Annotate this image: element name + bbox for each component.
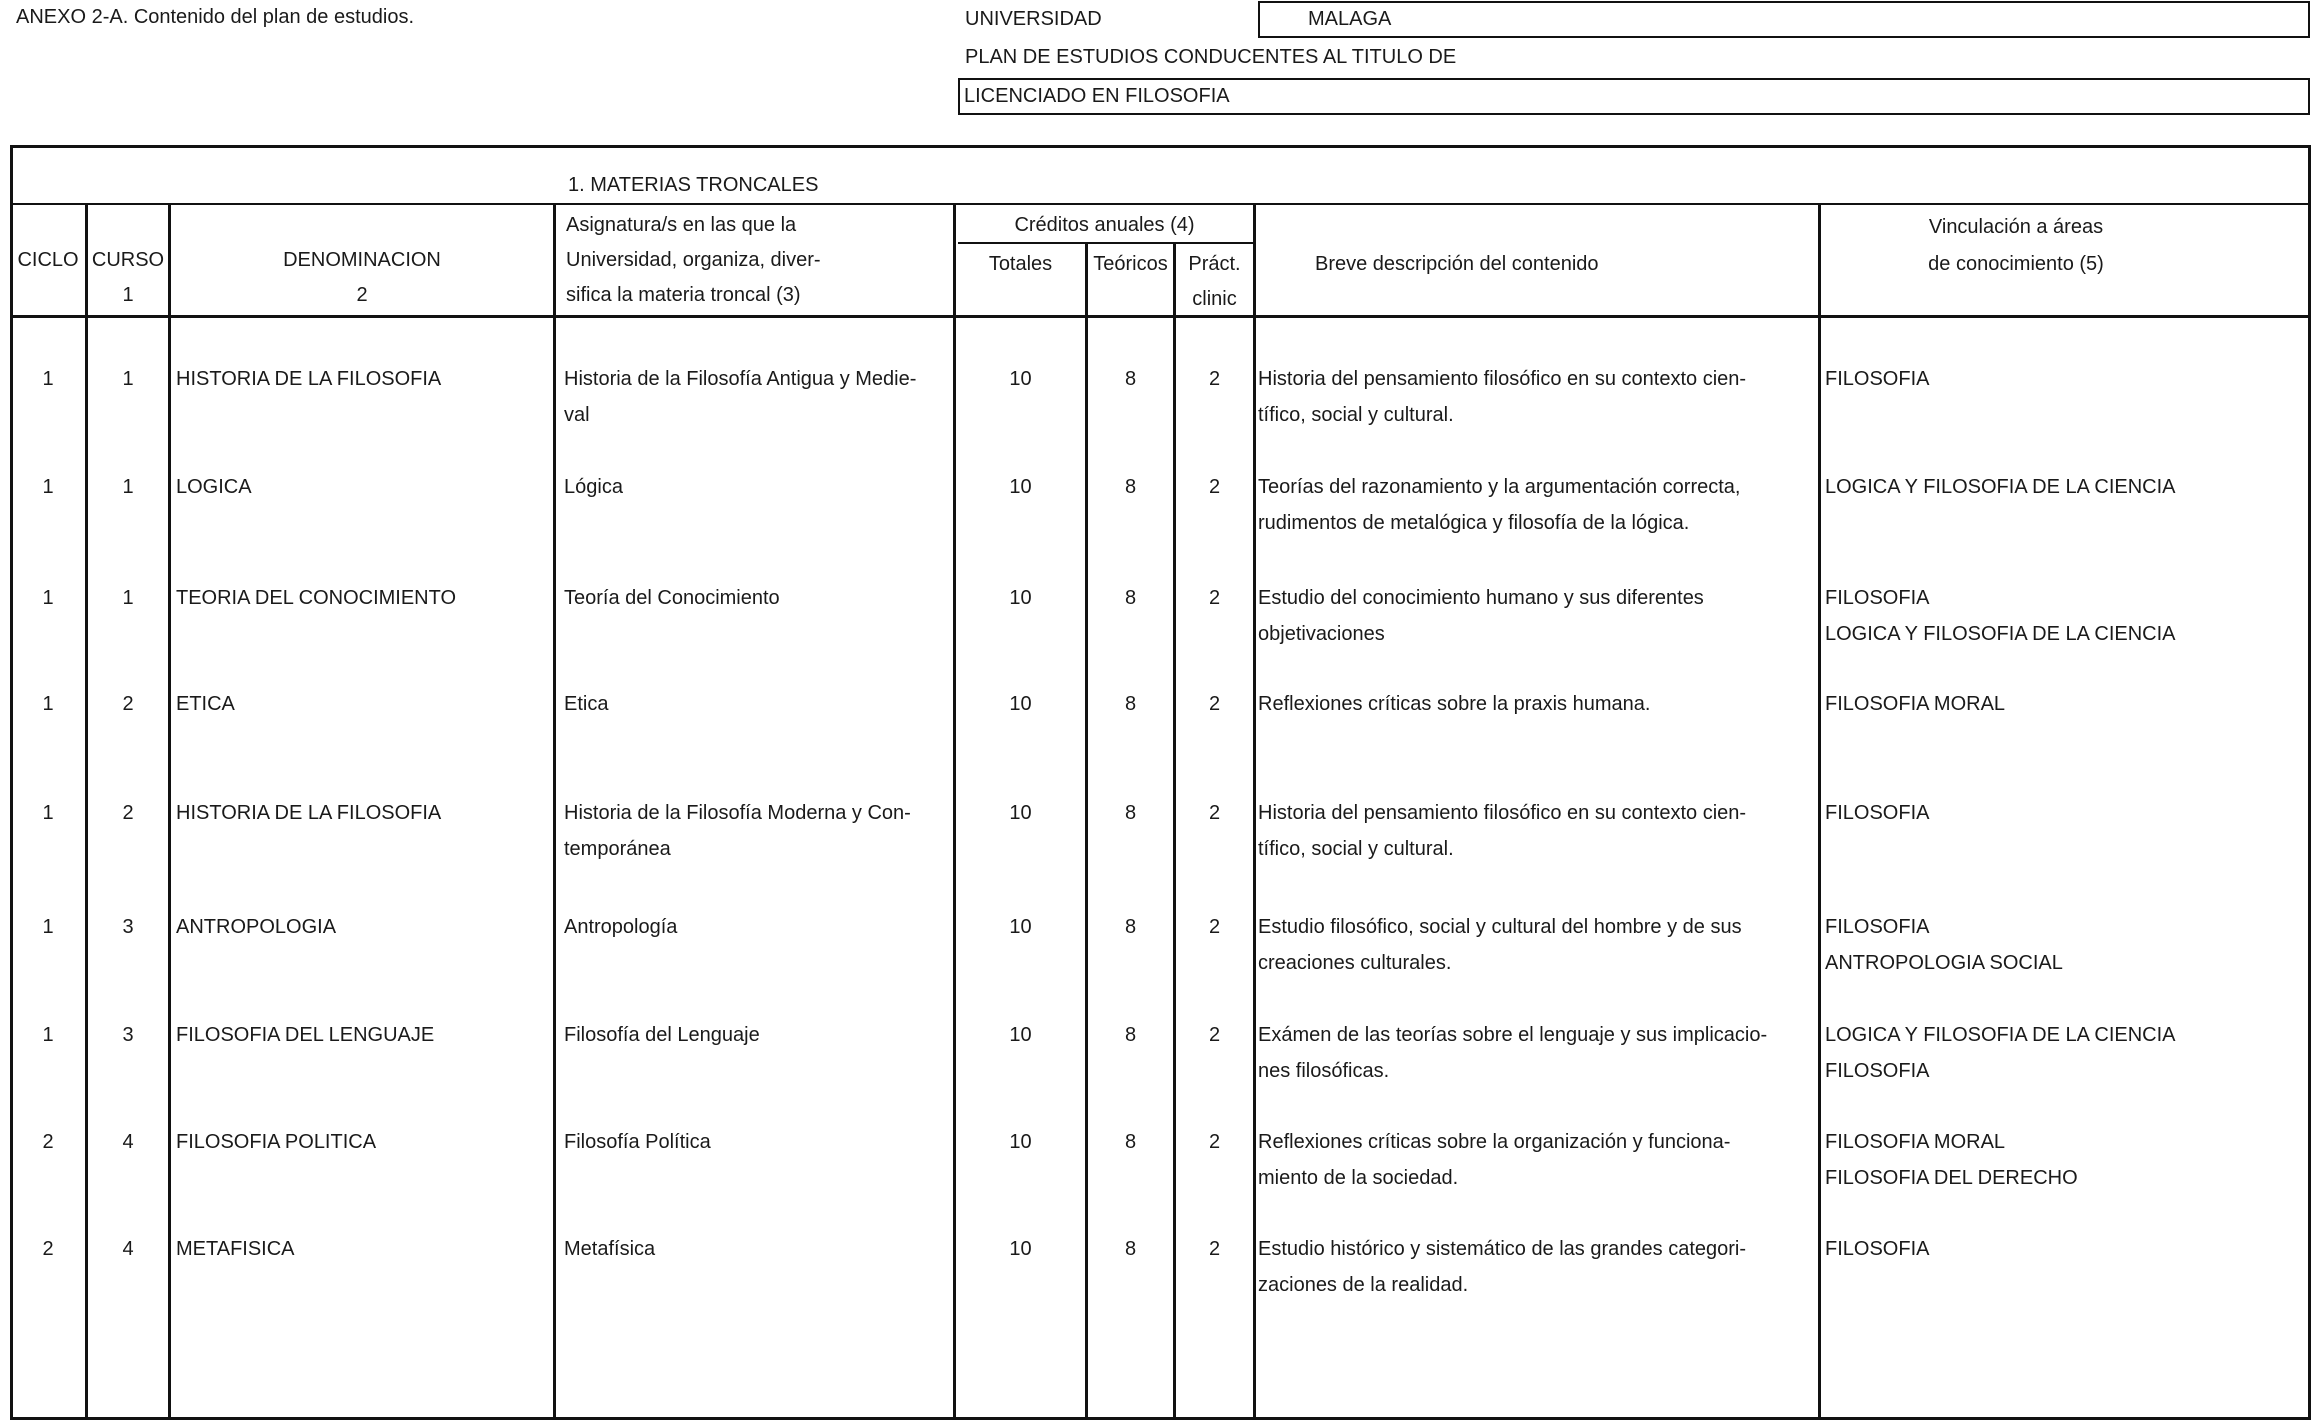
cell-desc1: Estudio histórico y sistemático de las grandes categori- xyxy=(1258,1238,1747,1260)
cell-area1: LOGICA Y FILOSOFIA DE LA CIENCIA xyxy=(1825,1024,2176,1046)
cell-area1: FILOSOFIA MORAL xyxy=(1825,693,2006,715)
cell-denominacion: ETICA xyxy=(176,693,235,715)
cell-asig1: Historia de la Filosofía Antigua y Medie- xyxy=(564,368,917,390)
cell-area2: FILOSOFIA xyxy=(1825,1060,1930,1082)
cell-denominacion: HISTORIA DE LA FILOSOFIA xyxy=(176,368,442,390)
cell-asig1: Filosofía del Lenguaje xyxy=(564,1024,760,1046)
col-teoricos: Teóricos xyxy=(1093,253,1168,275)
degree-value: LICENCIADO EN FILOSOFIA xyxy=(964,85,1230,107)
cell-teoricos: 8 xyxy=(1124,1131,1137,1153)
cell-totales: 10 xyxy=(1009,1024,1032,1046)
cell-denominacion: ANTROPOLOGIA xyxy=(176,916,337,938)
cell-desc2: zaciones de la realidad. xyxy=(1258,1274,1469,1296)
cell-teoricos: 8 xyxy=(1124,802,1137,824)
cell-area1: FILOSOFIA xyxy=(1825,587,1930,609)
cell-desc1: Reflexiones críticas sobre la organización y funciona- xyxy=(1258,1131,1731,1153)
cell-desc1: Historia del pensamiento filosófico en su contexto cien- xyxy=(1258,802,1747,824)
cell-practicos: 2 xyxy=(1208,368,1221,390)
cell-denominacion: FILOSOFIA POLITICA xyxy=(176,1131,377,1153)
cell-denominacion: METAFISICA xyxy=(176,1238,295,1260)
cell-desc2: objetivaciones xyxy=(1258,623,1385,645)
rule-title xyxy=(10,203,2311,205)
cell-denominacion: LOGICA xyxy=(176,476,252,498)
cell-curso: 3 xyxy=(122,916,134,938)
cell-practicos: 2 xyxy=(1208,1131,1221,1153)
cell-ciclo: 2 xyxy=(42,1238,54,1260)
col-denominacion: DENOMINACION xyxy=(283,249,441,271)
cell-area1: LOGICA Y FILOSOFIA DE LA CIENCIA xyxy=(1825,476,2176,498)
cell-asig1: Filosofía Política xyxy=(564,1131,711,1153)
col-pract-l1: Práct. xyxy=(1188,253,1241,275)
cell-teoricos: 8 xyxy=(1124,693,1137,715)
col-asignatura-l3: sifica la materia troncal (3) xyxy=(566,284,801,306)
cell-asig1: Etica xyxy=(564,693,609,715)
cell-asig1: Lógica xyxy=(564,476,623,498)
section-title: 1. MATERIAS TRONCALES xyxy=(568,174,819,196)
col-asignatura-l2: Universidad, organiza, diver- xyxy=(566,249,821,271)
cell-ciclo: 1 xyxy=(42,368,54,390)
cell-ciclo: 1 xyxy=(42,1024,54,1046)
cell-totales: 10 xyxy=(1009,1238,1032,1260)
cell-desc1: Reflexiones críticas sobre la praxis humana. xyxy=(1258,693,1651,715)
rule-v7 xyxy=(1253,203,1256,1420)
cell-teoricos: 8 xyxy=(1124,1238,1137,1260)
col-creditos: Créditos anuales (4) xyxy=(1014,214,1195,236)
cell-ciclo: 1 xyxy=(42,802,54,824)
col-descripcion: Breve descripción del contenido xyxy=(1315,253,1599,275)
cell-denominacion: FILOSOFIA DEL LENGUAJE xyxy=(176,1024,435,1046)
cell-totales: 10 xyxy=(1009,476,1032,498)
cell-curso: 3 xyxy=(122,1024,134,1046)
cell-ciclo: 1 xyxy=(42,693,54,715)
cell-desc2: tífico, social y cultural. xyxy=(1258,838,1454,860)
rule-header xyxy=(10,315,2311,318)
cell-desc2: miento de la sociedad. xyxy=(1258,1167,1459,1189)
col-curso-num: 1 xyxy=(122,284,134,306)
cell-denominacion: TEORIA DEL CONOCIMIENTO xyxy=(176,587,457,609)
cell-curso: 2 xyxy=(122,693,134,715)
cell-desc1: Estudio del conocimiento humano y sus diferentes xyxy=(1258,587,1704,609)
cell-desc2: tífico, social y cultural. xyxy=(1258,404,1454,426)
university-value: MALAGA xyxy=(1308,8,1392,30)
col-asignatura-l1: Asignatura/s en las que la xyxy=(566,214,797,236)
table-frame xyxy=(10,145,2311,1420)
col-totales: Totales xyxy=(988,253,1053,275)
cell-area2: LOGICA Y FILOSOFIA DE LA CIENCIA xyxy=(1825,623,2176,645)
cell-teoricos: 8 xyxy=(1124,368,1137,390)
cell-practicos: 2 xyxy=(1208,802,1221,824)
cell-teoricos: 8 xyxy=(1124,1024,1137,1046)
cell-area1: FILOSOFIA xyxy=(1825,916,1930,938)
cell-practicos: 2 xyxy=(1208,916,1221,938)
cell-teoricos: 8 xyxy=(1124,587,1137,609)
cell-area2: FILOSOFIA DEL DERECHO xyxy=(1825,1167,2078,1189)
cell-area1: FILOSOFIA MORAL xyxy=(1825,1131,2006,1153)
cell-area1: FILOSOFIA xyxy=(1825,802,1930,824)
cell-totales: 10 xyxy=(1009,802,1032,824)
col-pract-l2: clinic xyxy=(1192,288,1237,310)
cell-ciclo: 1 xyxy=(42,916,54,938)
cell-curso: 4 xyxy=(122,1238,134,1260)
cell-desc1: Historia del pensamiento filosófico en su contexto cien- xyxy=(1258,368,1747,390)
cell-curso: 1 xyxy=(122,368,134,390)
cell-asig2: val xyxy=(564,404,590,426)
rule-v3 xyxy=(553,203,556,1420)
cell-curso: 2 xyxy=(122,802,134,824)
university-field xyxy=(1258,1,2310,38)
cell-desc1: Exámen de las teorías sobre el lenguaje y sus implicacio- xyxy=(1258,1024,1768,1046)
cell-practicos: 2 xyxy=(1208,693,1221,715)
col-denominacion-num: 2 xyxy=(356,284,368,306)
cell-curso: 1 xyxy=(122,476,134,498)
cell-practicos: 2 xyxy=(1208,1238,1221,1260)
cell-totales: 10 xyxy=(1009,916,1032,938)
cell-area1: FILOSOFIA xyxy=(1825,1238,1930,1260)
rule-v8 xyxy=(1818,203,1821,1420)
cell-ciclo: 1 xyxy=(42,476,54,498)
degree-field xyxy=(958,78,2310,115)
cell-desc2: creaciones culturales. xyxy=(1258,952,1452,974)
cell-asig1: Historia de la Filosofía Moderna y Con- xyxy=(564,802,911,824)
col-vinculacion-l1: Vinculación a áreas xyxy=(1928,216,2104,238)
cell-teoricos: 8 xyxy=(1124,476,1137,498)
cell-practicos: 2 xyxy=(1208,1024,1221,1046)
cell-totales: 10 xyxy=(1009,1131,1032,1153)
cell-totales: 10 xyxy=(1009,368,1032,390)
cell-asig1: Teoría del Conocimiento xyxy=(564,587,780,609)
university-label: UNIVERSIDAD xyxy=(965,8,1102,30)
cell-practicos: 2 xyxy=(1208,587,1221,609)
cell-totales: 10 xyxy=(1009,693,1032,715)
annex-title: ANEXO 2-A. Contenido del plan de estudios. xyxy=(16,6,415,28)
cell-desc2: nes filosóficas. xyxy=(1258,1060,1390,1082)
cell-practicos: 2 xyxy=(1208,476,1221,498)
cell-curso: 4 xyxy=(122,1131,134,1153)
cell-ciclo: 2 xyxy=(42,1131,54,1153)
cell-ciclo: 1 xyxy=(42,587,54,609)
plan-label: PLAN DE ESTUDIOS CONDUCENTES AL TITULO DE xyxy=(965,46,1457,68)
cell-asig1: Antropología xyxy=(564,916,678,938)
cell-desc2: rudimentos de metalógica y filosofía de la lógica. xyxy=(1258,512,1690,534)
cell-teoricos: 8 xyxy=(1124,916,1137,938)
cell-denominacion: HISTORIA DE LA FILOSOFIA xyxy=(176,802,442,824)
cell-curso: 1 xyxy=(122,587,134,609)
col-ciclo: CICLO xyxy=(17,249,79,271)
col-vinculacion-l2: de conocimiento (5) xyxy=(1928,253,2104,275)
cell-area2: ANTROPOLOGIA SOCIAL xyxy=(1825,952,2063,974)
cell-area1: FILOSOFIA xyxy=(1825,368,1930,390)
cell-asig2: temporánea xyxy=(564,838,671,860)
col-curso: CURSO xyxy=(91,249,165,271)
cell-totales: 10 xyxy=(1009,587,1032,609)
cell-desc1: Teorías del razonamiento y la argumentación correcta, xyxy=(1258,476,1741,498)
cell-asig1: Metafísica xyxy=(564,1238,656,1260)
rule-v2 xyxy=(168,203,171,1420)
cell-desc1: Estudio filosófico, social y cultural del hombre y de sus xyxy=(1258,916,1742,938)
